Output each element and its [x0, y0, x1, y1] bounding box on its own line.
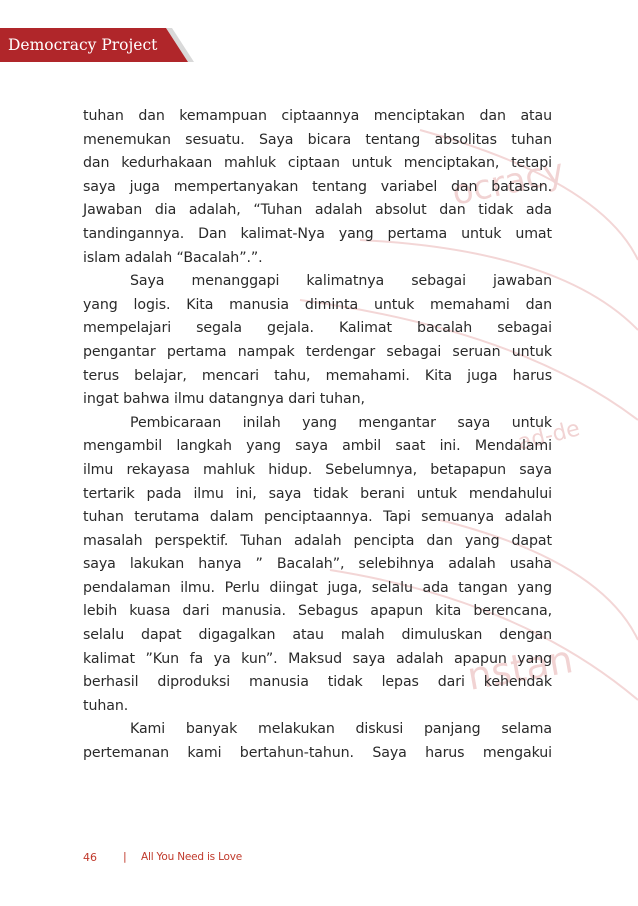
paragraph-3	[83, 412, 552, 719]
text-line: dan kedurhakaan mahluk ciptaan untuk menciptakan, tetapi	[83, 155, 552, 172]
text-line: tertarik pada ilmu ini, saya tidak berani untuk mendahului	[83, 485, 552, 502]
text-line: berhasil diproduksi manusia tidak lepas dari kehendak	[83, 674, 552, 691]
watermark-text-3: nstan	[463, 637, 577, 699]
text-line: Kami banyak melakukan diskusi panjang selama	[130, 721, 552, 738]
text-line: saya juga mempertanyakan tentang variabel dan batasan.	[83, 178, 552, 195]
watermark-text-2: ad-de	[515, 416, 583, 456]
paragraph-4	[83, 718, 552, 765]
text-line: menemukan sesuatu. Saya bicara tentang absolitas tuhan	[83, 131, 552, 148]
body-text	[83, 105, 552, 766]
text-line: Jawaban dia adalah, “Tuhan adalah absolut dan tidak ada	[83, 202, 552, 219]
paragraph-2	[83, 270, 552, 412]
text-line: islam adalah “Bacalah”.”.	[83, 249, 263, 266]
book-title: All You Need is Love	[141, 851, 243, 863]
text-line: Pembicaraan inilah yang mengantar saya untuk	[130, 414, 552, 431]
text-line: ingat bahwa ilmu datangnya dari tuhan,	[83, 391, 365, 408]
text-line: lebih kuasa dari manusia. Sebagus apapun kita berencana,	[83, 603, 552, 620]
text-line: tuhan.	[83, 697, 129, 714]
text-line: tandingannya. Dan kalimat-Nya yang pertama untuk umat	[83, 225, 552, 242]
text-line: kalimat ”Kun fa ya kun”. Maksud saya adalah apapun yang	[83, 650, 552, 667]
text-line: tuhan terutama dalam penciptaannya. Tapi semuanya adalah	[83, 509, 552, 526]
text-line: Saya menanggapi kalimatnya sebagai jawaban	[130, 273, 552, 290]
text-line: mempelajari segala gejala. Kalimat bacalah sebagai	[83, 320, 552, 337]
footer-separator: |	[123, 850, 127, 863]
paragraph-1	[83, 105, 552, 270]
text-line: pengantar pertama nampak terdengar sebagai seruan untuk	[83, 343, 552, 360]
page-number: 46	[83, 851, 97, 864]
text-line: pendalaman ilmu. Perlu diingat juga, selalu ada tangan yang	[83, 579, 552, 596]
text-line: pertemanan kami bertahun-tahun. Saya harus mengakui	[83, 745, 552, 762]
text-line: tuhan dan kemampuan ciptaannya menciptakan dan atau	[83, 108, 552, 124]
header-title: Democracy Project	[8, 36, 158, 54]
text-line: selalu dapat digagalkan atau malah dimuluskan dengan	[83, 627, 552, 644]
text-line: mengambil langkah yang saya ambil saat ini. Mendalami	[83, 438, 552, 455]
text-line: saya lakukan hanya ” Bacalah”, selebihnya adalah usaha	[83, 556, 552, 573]
text-line: terus belajar, mencari tahu, memahami. Kita juga harus	[83, 367, 552, 384]
watermark-text-1: ocracy	[448, 151, 568, 214]
text-line: ilmu rekayasa mahluk hidup. Sebelumnya, betapapun saya	[83, 461, 552, 478]
text-line: masalah perspektif. Tuhan adalah pencipta dan yang dapat	[83, 532, 552, 549]
text-line: yang logis. Kita manusia diminta untuk memahami dan	[83, 296, 552, 313]
